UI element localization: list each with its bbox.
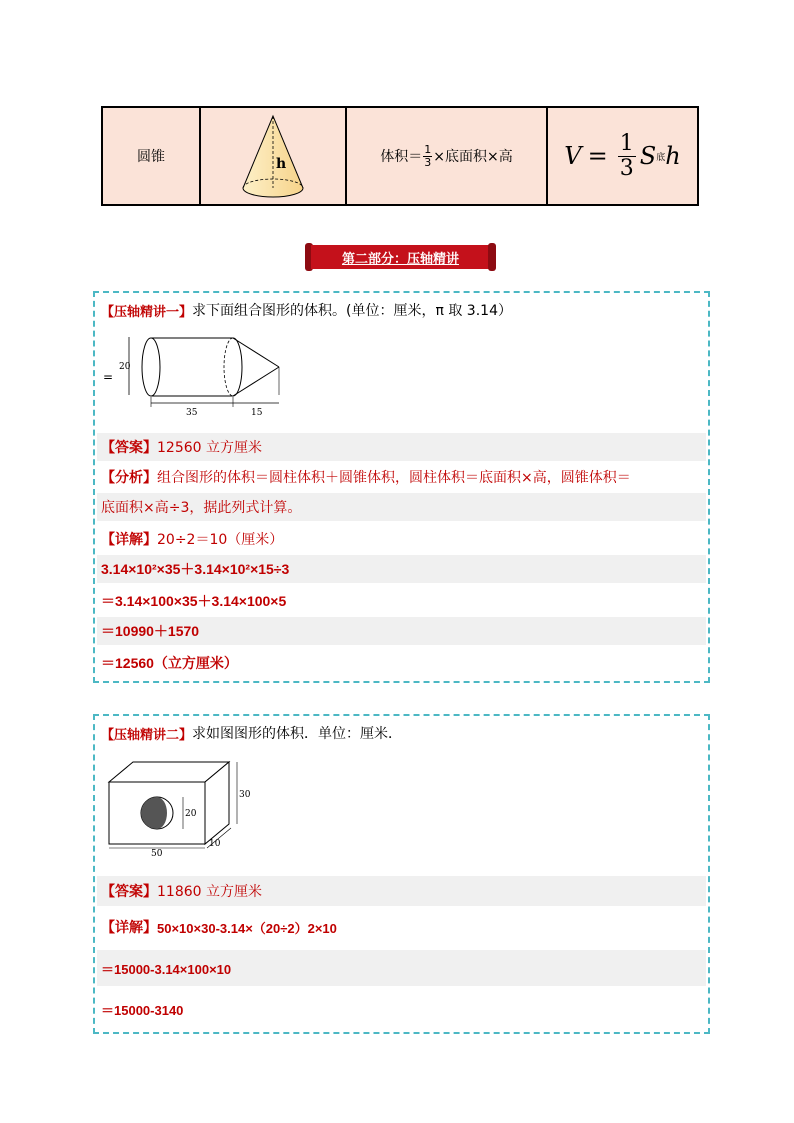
formula-s: S — [639, 142, 657, 170]
volume-word-left: 体积＝ — [380, 149, 423, 165]
volume-word-cell — [347, 108, 548, 204]
problem1-analysis-line1 — [97, 463, 706, 491]
problem1-analysis-tag: 【分析】 — [101, 470, 157, 486]
problem2-detail-line — [97, 912, 706, 942]
formula-frac-den: 3 — [619, 155, 634, 181]
problem2-figure — [105, 756, 265, 856]
fraction-denominator: 3 — [424, 155, 432, 169]
problem2-step3-line — [97, 992, 706, 1026]
box-with-hole-figure — [105, 756, 265, 856]
fig2-dim-circle: 20 — [185, 809, 197, 819]
problem1-step5: ＝12560（立方厘米） — [101, 655, 238, 671]
volume-formula-cell — [548, 108, 697, 204]
problem2-step1: 50×10×30-3.14×（20÷2）2×10 — [157, 920, 337, 936]
formula-v: V — [564, 142, 582, 170]
shape-name-cell — [103, 108, 201, 204]
problem2-step2: ＝15000-3.14×100×10 — [101, 961, 232, 977]
problem2-answer: 11860 立方厘米 — [157, 884, 262, 900]
one-third-fraction — [423, 144, 432, 169]
fig1-dim-cone: 15 — [251, 408, 263, 418]
problem1-step1: 20÷2＝10（厘米） — [157, 532, 284, 548]
formula-frac-num: 1 — [619, 130, 634, 156]
formula-eq: = — [587, 142, 608, 170]
problem1-figure — [101, 331, 301, 421]
problem1-box — [93, 291, 710, 683]
problem1-step2-line — [97, 555, 706, 583]
problem1-detail-tag: 【详解】 — [101, 532, 157, 548]
problem1-step4-line — [97, 617, 706, 645]
fig1-dim-cylinder: 35 — [186, 408, 198, 418]
fig1-eq-sign: = — [103, 370, 114, 384]
formula-h: h — [665, 142, 681, 170]
cone-figure-cell — [201, 108, 347, 204]
problem1-analysis-line2 — [97, 493, 706, 521]
problem1-tag: 【压轴精讲一】 — [101, 304, 193, 320]
problem1-answer-line — [97, 433, 706, 461]
problem1-answer: 12560 立方厘米 — [157, 440, 262, 456]
section-banner — [303, 241, 498, 273]
problem2-step2-line — [97, 950, 706, 986]
problem1-step2: 3.14×10²×35＋3.14×10²×15÷3 — [101, 561, 290, 577]
problem1-step5-line — [97, 649, 706, 677]
problem1-analysis-text1: 组合图形的体积＝圆柱体积＋圆锥体积，圆柱体积＝底面积×高，圆锥体积＝ — [157, 470, 631, 486]
fig1-dim-height: 20 — [119, 362, 131, 372]
problem2-detail-tag: 【详解】 — [101, 920, 157, 936]
banner-right-roll — [488, 243, 496, 271]
section-banner-title: 第二部分：压轴精讲 — [311, 245, 490, 269]
problem2-box — [93, 714, 710, 1034]
problem1-step3-line — [97, 587, 706, 615]
fraction-numerator: 1 — [424, 142, 432, 156]
problem1-analysis-text2: 底面积×高÷3，据此列式计算。 — [101, 500, 302, 516]
problem2-answer-line — [97, 876, 706, 906]
fig2-dim-height: 30 — [239, 790, 251, 800]
problem2-question: 求如图图形的体积．单位：厘米． — [192, 726, 403, 742]
problem2-step3: ＝15000-3140 — [101, 1002, 184, 1018]
problem1-step4: ＝10990＋1570 — [101, 623, 200, 639]
cone-height-label: h — [276, 156, 287, 172]
volume-word-right: ×底面积×高 — [433, 149, 513, 165]
problem2-question-line — [97, 720, 706, 746]
problem1-detail-line — [97, 525, 706, 553]
cylinder-cone-figure — [101, 331, 301, 421]
problem2-tag: 【压轴精讲二】 — [101, 727, 193, 743]
cone-figure — [233, 110, 313, 202]
problem2-answer-tag: 【答案】 — [101, 884, 157, 900]
formula-subscript: 底 — [656, 152, 666, 163]
formula-fraction — [618, 132, 636, 181]
shape-name: 圆锥 — [137, 149, 165, 165]
problem1-step3: ＝3.14×100×35＋3.14×100×5 — [101, 593, 287, 609]
formula-table — [101, 106, 699, 206]
volume-formula — [564, 132, 680, 181]
problem1-question: 求下面组合图形的体积。(单位：厘米，π 取 3.14） — [192, 303, 512, 319]
fig2-dim-width: 50 — [151, 849, 163, 856]
problem1-question-line — [97, 297, 706, 323]
problem1-answer-tag: 【答案】 — [101, 440, 157, 456]
fig2-dim-depth: 10 — [209, 839, 221, 849]
